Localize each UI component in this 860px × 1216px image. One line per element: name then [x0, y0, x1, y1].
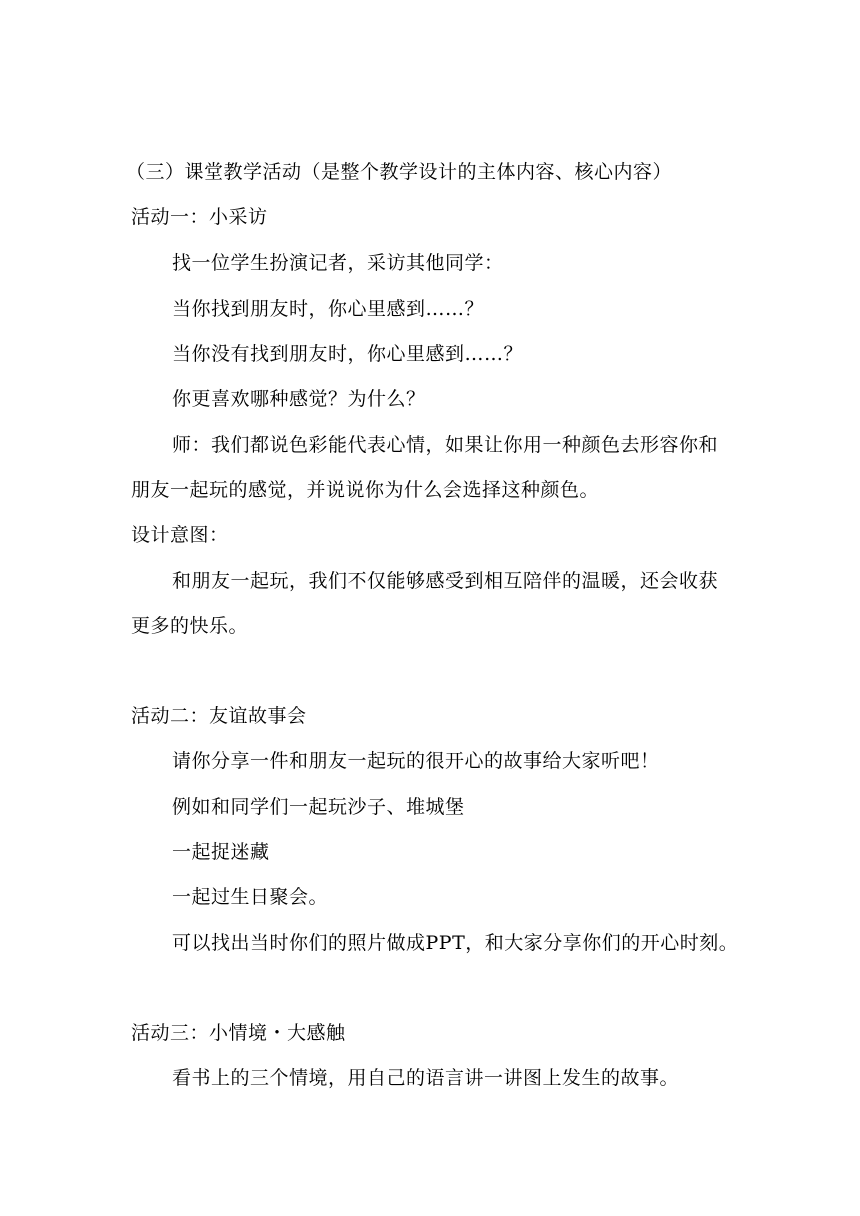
- design-intent-line-2: 更多的快乐。: [131, 615, 249, 637]
- activity1-line-5: 师：我们都说色彩能代表心情，如果让你用一种颜色去形容你和: [172, 434, 719, 456]
- activity2-line-5: 可以找出当时你们的照片做成PPT，和大家分享你们的开心时刻。: [172, 932, 739, 954]
- activity2-line-2: 例如和同学们一起玩沙子、堆城堡: [172, 796, 465, 818]
- activity2-line-4: 一起过生日聚会。: [172, 886, 329, 908]
- activity2-title: 活动二：友谊故事会: [131, 705, 307, 727]
- activity1-line-1: 找一位学生扮演记者，采访其他同学：: [172, 252, 504, 274]
- activity1-line-6: 朋友一起玩的感觉，并说说你为什么会选择这种颜色。: [131, 479, 600, 501]
- activity3-title: 活动三：小情境・大感触: [131, 1022, 346, 1044]
- activity1-title: 活动一：小采访: [131, 206, 268, 228]
- activity3-line-1: 看书上的三个情境，用自己的语言讲一讲图上发生的故事。: [172, 1067, 680, 1089]
- activity1-line-2: 当你找到朋友时，你心里感到……？: [172, 298, 485, 320]
- activity1-line-4: 你更喜欢哪种感觉？为什么？: [172, 388, 426, 410]
- design-intent-line-1: 和朋友一起玩，我们不仅能够感受到相互陪伴的温暖，还会收获: [172, 570, 719, 592]
- activity1-line-3: 当你没有找到朋友时，你心里感到……？: [172, 343, 524, 365]
- design-intent-label: 设计意图：: [131, 524, 229, 546]
- activity2-line-1: 请你分享一件和朋友一起玩的很开心的故事给大家听吧！: [172, 750, 660, 772]
- activity2-line-3: 一起捉迷藏: [172, 841, 270, 863]
- section-heading: （三）课堂教学活动（是整个教学设计的主体内容、核心内容）: [126, 161, 673, 183]
